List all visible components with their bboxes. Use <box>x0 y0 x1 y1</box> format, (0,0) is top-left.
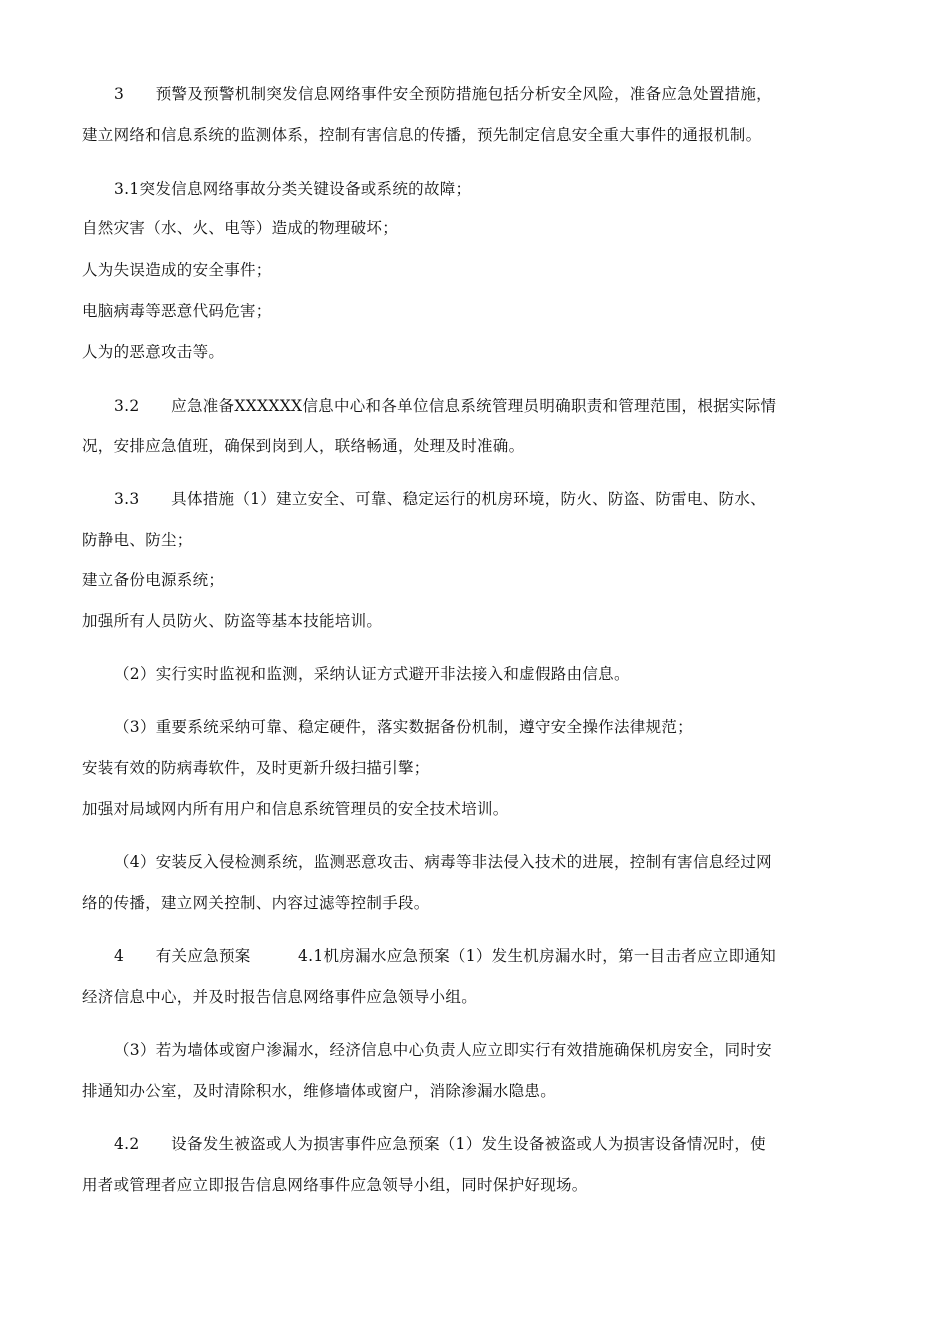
paragraph-line: 况，安排应急值班，确保到岗到人，联络畅通，处理及时准确。 <box>82 437 525 455</box>
paragraph-line: （3）重要系统采纳可靠、稳定硬件，落实数据备份机制，遵守安全操作法律规范； <box>114 718 693 736</box>
paragraph-line: 防静电、防尘； <box>82 531 193 549</box>
list-line: 安装有效的防病毒软件，及时更新升级扫描引擎； <box>82 759 430 777</box>
paragraph-line: 3.1突发信息网络事故分类关键设备或系统的故障； <box>114 180 472 198</box>
list-line: 加强所有人员防火、防盗等基本技能培训。 <box>82 612 383 630</box>
paragraph-line: 排通知办公室，及时清除积水，维修墙体或窗户，消除渗漏水隐患。 <box>82 1082 557 1100</box>
list-line: 自然灾害（水、火、电等）造成的物理破坏； <box>82 219 399 237</box>
paragraph-line: （3）若为墙体或窗户渗漏水，经济信息中心负责人应立即实行有效措施确保机房安全，同时安 <box>114 1041 772 1059</box>
list-line: 电脑病毒等恶意代码危害； <box>82 302 272 320</box>
list-line: 建立备份电源系统； <box>82 571 225 589</box>
paragraph-line: 经济信息中心，并及时报告信息网络事件应急领导小组。 <box>82 988 478 1006</box>
paragraph-line: 用者或管理者应立即报告信息网络事件应急领导小组，同时保护好现场。 <box>82 1176 588 1194</box>
paragraph-line: 络的传播，建立网关控制、内容过滤等控制手段。 <box>82 894 430 912</box>
paragraph-line: 3.3 具体措施（1）建立安全、可靠、稳定运行的机房环境，防火、防盗、防雷电、防水、 <box>114 490 766 508</box>
paragraph-line: （2）实行实时监视和监测，采纳认证方式避开非法接入和虚假路由信息。 <box>114 665 630 683</box>
paragraph-line: 4 有关应急预案 4.1机房漏水应急预案（1）发生机房漏水时，第一目击者应立即通知 <box>114 947 777 965</box>
list-line: 人为的恶意攻击等。 <box>82 343 225 361</box>
list-line: 加强对局域网内所有用户和信息系统管理员的安全技术培训。 <box>82 800 509 818</box>
list-line: 人为失误造成的安全事件； <box>82 261 272 279</box>
paragraph-line: 4.2 设备发生被盗或人为损害事件应急预案（1）发生设备被盗或人为损害设备情况时，使 <box>114 1135 766 1153</box>
paragraph-line: 建立网络和信息系统的监测体系，控制有害信息的传播，预先制定信息安全重大事件的通报机制。 <box>82 126 762 144</box>
paragraph-line: 3 预警及预警机制突发信息网络事件安全预防措施包括分析安全风险，准备应急处置措施， <box>114 85 772 103</box>
paragraph-line: （4）安装反入侵检测系统，监测恶意攻击、病毒等非法侵入技术的进展，控制有害信息经过网 <box>114 853 772 871</box>
paragraph-line: 3.2 应急准备XXXXXX信息中心和各单位信息系统管理员明确职责和管理范围，根据实际情 <box>114 397 777 415</box>
